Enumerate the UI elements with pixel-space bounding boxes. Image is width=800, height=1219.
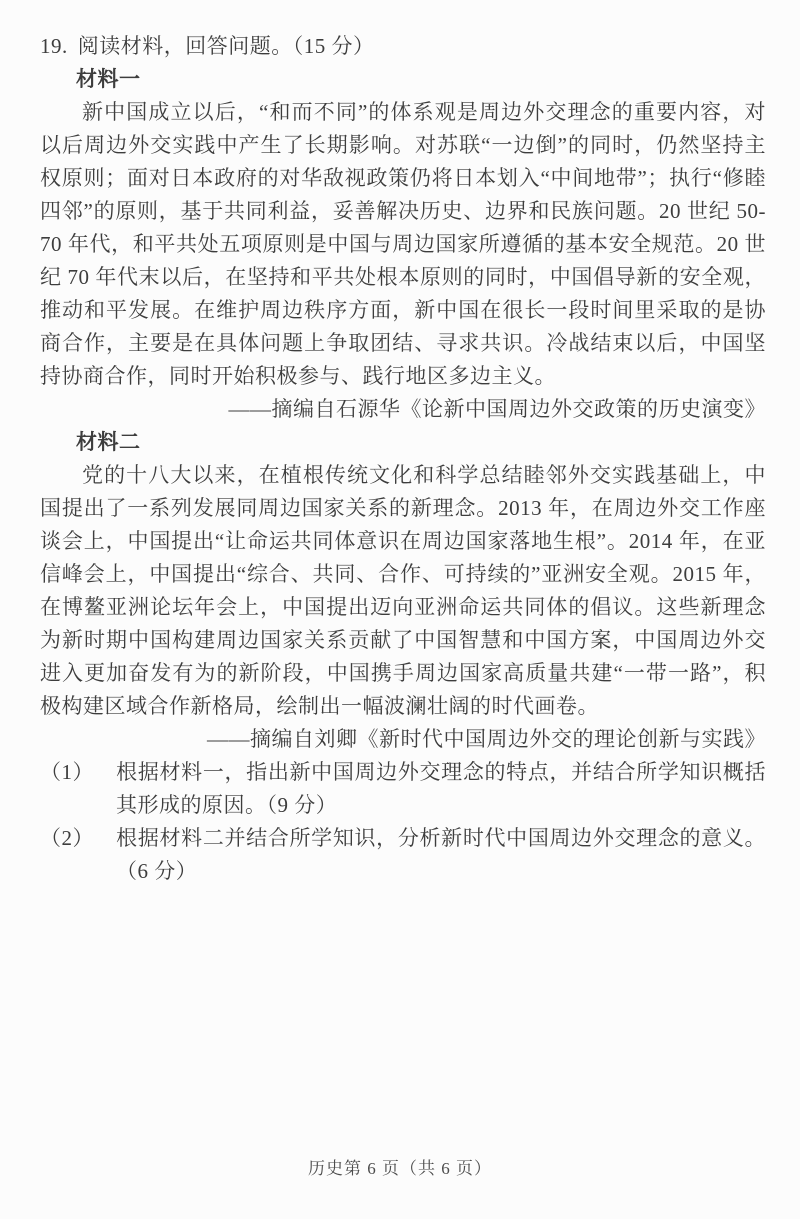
question-number: 19. [40, 34, 68, 58]
material2-paragraph: 党的十八大以来，在植根传统文化和科学总结睦邻外交实践基础上，中国提出了一系列发展同周边国家关系的新理念。2013 年，在周边外交工作座谈会上，中国提出“让命运共同体意识在周边国家落地生根”。2014 年，在亚信峰会上，中国提出“综合、共同、合作、可持续的”亚洲安全观。2015 年，在博鳌亚洲论坛年会上，中国提出迈向亚洲命运共同体的倡议。这些新理念为新时期中国构建周边国家关系贡献了中国智慧和中国方案，中国周边外交进入更加奋发有为的新阶段，中国携手周边国家高质量共建“一带一路”，积极构建区域合作新格局，绘制出一幅波澜壮阔的时代画卷。 [40, 463, 766, 718]
subquestion-1 [40, 756, 766, 822]
page-footer: 历史第 6 页（共 6 页） [308, 1159, 492, 1178]
material1-paragraph: 新中国成立以后，“和而不同”的体系观是周边外交理念的重要内容，对以后周边外交实践中产生了长期影响。对苏联“一边倒”的同时，仍然坚持主权原则；面对日本政府的对华敌视政策仍将日本划入“中间地带”；执行“修睦四邻”的原则，基于共同利益，妥善解决历史、边界和民族问题。20 世纪 50-70 年代，和平共处五项原则是中国与周边国家所遵循的基本安全规范。20 世纪 70 年代末以后，在坚持和平共处根本原则的同时，中国倡导新的安全观，推动和平发展。在维护周边秩序方面，新中国在很长一段时间里采取的是协商合作，主要是在具体问题上争取团结、寻求共识。冷战结束以后，中国坚持协商合作，同时开始积极参与、践行地区多边主义。 [40, 100, 766, 388]
material1-label: 材料一 [76, 68, 141, 91]
subquestion-2 [40, 822, 766, 888]
subquestion-2-marker: （2） [40, 826, 94, 850]
subquestion-2-text: 根据材料二并结合所学知识，分析新时代中国周边外交理念的意义。（6 分） [116, 826, 766, 883]
question-intro: 阅读材料，回答问题。（15 分） [77, 34, 375, 58]
question-header [40, 30, 766, 63]
subquestion-1-text: 根据材料一，指出新中国周边外交理念的特点，并结合所学知识概括其形成的原因。（9 分） [116, 760, 766, 817]
material2-source: ——摘编自刘卿《新时代中国周边外交的理论创新与实践》 [207, 727, 766, 751]
material1-source: ——摘编自石源华《论新中国周边外交政策的历史演变》 [228, 397, 766, 421]
material2-label: 材料二 [76, 431, 141, 454]
subquestion-1-marker: （1） [40, 760, 94, 784]
